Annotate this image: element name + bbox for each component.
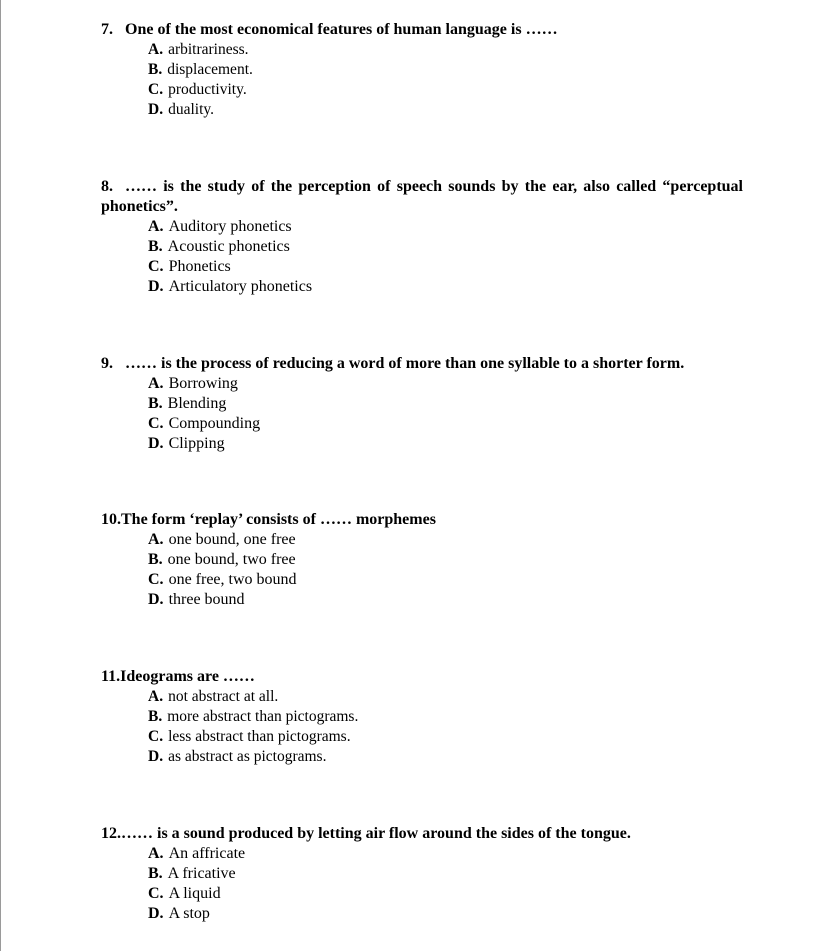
- question-stem: [101, 667, 743, 687]
- answer-option-d[interactable]: [148, 100, 743, 120]
- option-letter: C.: [148, 571, 164, 588]
- answer-option-a[interactable]: [148, 844, 743, 864]
- question-number: 9.: [101, 355, 113, 372]
- option-letter: A.: [148, 41, 164, 58]
- question-number: 8.: [101, 178, 113, 195]
- question-stem: [101, 354, 743, 374]
- question-text: …… is the process of reducing a word of more than one syllable to a shorter form.: [125, 355, 685, 372]
- question-text: …… is a sound produced by letting air flow around the sides of the tongue.: [121, 825, 631, 842]
- question-stem: [101, 177, 743, 217]
- answer-option-a[interactable]: [148, 40, 743, 60]
- option-text: three bound: [168, 591, 245, 608]
- option-letter: D.: [148, 591, 164, 608]
- option-text: less abstract than pictograms.: [168, 728, 351, 745]
- question-text: …… is the study of the perception of speech sounds by the ear, also called “perceptual phonetics”.: [101, 178, 743, 215]
- answer-option-c[interactable]: [148, 257, 743, 277]
- option-letter: A.: [148, 218, 164, 235]
- option-text: not abstract at all.: [168, 688, 279, 705]
- option-text: A liquid: [168, 885, 221, 902]
- question-stem: [101, 510, 743, 530]
- page-left-border: [0, 0, 1, 951]
- answer-options: [101, 844, 743, 924]
- option-text: A fricative: [167, 865, 236, 882]
- answer-option-a[interactable]: [148, 687, 743, 707]
- option-letter: A.: [148, 375, 164, 392]
- option-letter: D.: [148, 905, 164, 922]
- question-9: [101, 354, 743, 454]
- answer-option-b[interactable]: [148, 237, 743, 257]
- option-text: as abstract as pictograms.: [168, 748, 327, 765]
- answer-options: [101, 687, 743, 767]
- option-text: arbitrariness.: [168, 41, 249, 58]
- question-text: The form ‘replay’ consists of …… morphemes: [121, 511, 436, 528]
- question-number: 12.: [101, 825, 121, 842]
- option-letter: B.: [148, 238, 163, 255]
- answer-option-d[interactable]: [148, 277, 743, 297]
- answer-option-b[interactable]: [148, 550, 743, 570]
- option-letter: B.: [148, 395, 163, 412]
- answer-option-b[interactable]: [148, 394, 743, 414]
- option-letter: D.: [148, 435, 164, 452]
- answer-options: [101, 530, 743, 610]
- answer-option-b[interactable]: [148, 707, 743, 727]
- option-text: displacement.: [167, 61, 253, 78]
- option-letter: D.: [148, 101, 164, 118]
- question-text: Ideograms are ……: [120, 668, 255, 685]
- answer-option-c[interactable]: [148, 80, 743, 100]
- option-letter: A.: [148, 531, 164, 548]
- option-letter: D.: [148, 278, 164, 295]
- option-text: A stop: [168, 905, 210, 922]
- answer-options: [101, 40, 743, 120]
- option-letter: C.: [148, 258, 164, 275]
- answer-option-a[interactable]: [148, 217, 743, 237]
- answer-option-d[interactable]: [148, 904, 743, 924]
- option-text: Clipping: [168, 435, 225, 452]
- answer-option-c[interactable]: [148, 414, 743, 434]
- option-text: more abstract than pictograms.: [167, 708, 359, 725]
- option-text: one bound, two free: [167, 551, 296, 568]
- option-text: one free, two bound: [168, 571, 297, 588]
- question-text: One of the most economical features of human language is ……: [125, 21, 558, 38]
- question-number: 7.: [101, 21, 113, 38]
- option-letter: C.: [148, 728, 164, 745]
- option-text: Acoustic phonetics: [167, 238, 290, 255]
- option-letter: C.: [148, 81, 164, 98]
- answer-option-a[interactable]: [148, 374, 743, 394]
- answer-option-b[interactable]: [148, 864, 743, 884]
- option-letter: C.: [148, 885, 164, 902]
- question-8: [101, 177, 743, 297]
- question-number: 10.: [101, 511, 121, 528]
- question-10: [101, 510, 743, 610]
- option-letter: B.: [148, 708, 163, 725]
- option-text: Articulatory phonetics: [168, 278, 313, 295]
- option-text: productivity.: [168, 81, 247, 98]
- question-number: 11.: [101, 668, 121, 685]
- option-text: Phonetics: [168, 258, 231, 275]
- answer-option-d[interactable]: [148, 434, 743, 454]
- answer-option-a[interactable]: [148, 530, 743, 550]
- option-text: duality.: [168, 101, 214, 118]
- question-stem: [101, 20, 743, 40]
- answer-option-c[interactable]: [148, 884, 743, 904]
- option-letter: C.: [148, 415, 164, 432]
- option-text: one bound, one free: [168, 531, 296, 548]
- answer-options: [101, 217, 743, 297]
- option-letter: B.: [148, 61, 163, 78]
- answer-option-c[interactable]: [148, 570, 743, 590]
- answer-options: [101, 374, 743, 454]
- question-7: [101, 20, 743, 120]
- option-text: Borrowing: [168, 375, 238, 392]
- answer-option-b[interactable]: [148, 60, 743, 80]
- option-text: Compounding: [168, 415, 261, 432]
- option-letter: A.: [148, 688, 164, 705]
- option-letter: A.: [148, 845, 164, 862]
- answer-option-c[interactable]: [148, 727, 743, 747]
- option-letter: D.: [148, 748, 164, 765]
- question-stem: [101, 824, 743, 844]
- option-letter: B.: [148, 551, 163, 568]
- question-11: [101, 667, 743, 767]
- option-text: An affricate: [168, 845, 246, 862]
- option-text: Blending: [167, 395, 227, 412]
- answer-option-d[interactable]: [148, 747, 743, 767]
- question-12: [101, 824, 743, 924]
- option-text: Auditory phonetics: [168, 218, 292, 235]
- answer-option-d[interactable]: [148, 590, 743, 610]
- option-letter: B.: [148, 865, 163, 882]
